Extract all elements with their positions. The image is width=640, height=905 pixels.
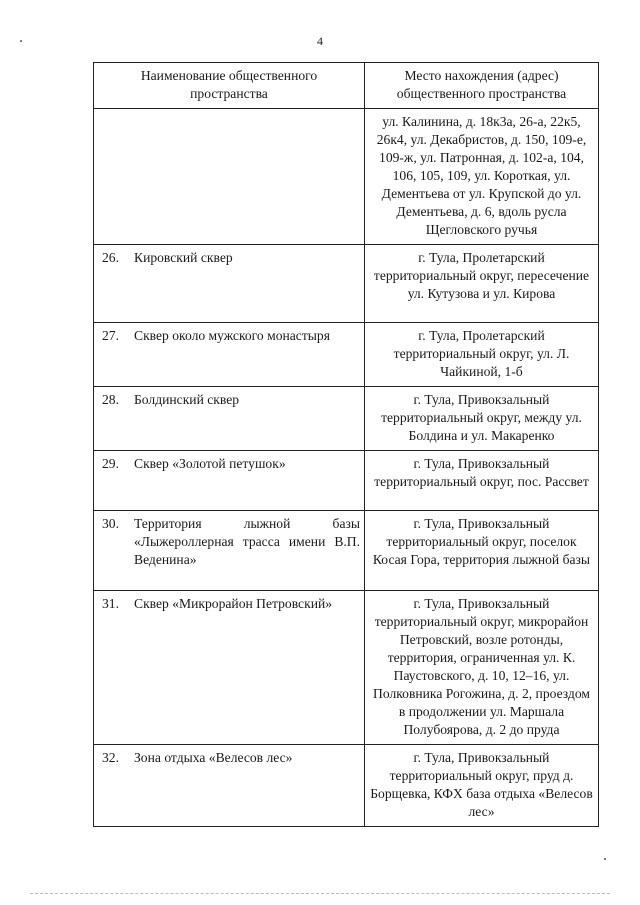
name-cell: [94, 245, 365, 323]
header-name: Наименование общественного пространства: [94, 63, 365, 109]
address-cell: г. Тула, Привокзальный территориальный округ, микрорайон Петровский, возле ротонды, территория, ограниченная ул. К. Паустовского, д. 10, 12–16, ул. Полковника Рогожина, д. 2, проездом в продолжении ул. Маршала Полубоярова, д. 2 до пруда: [365, 591, 599, 745]
address-cell: г. Тула, Пролетарский территориальный округ, пересечение ул. Кутузова и ул. Кирова: [365, 245, 599, 323]
row-number: 28.: [102, 392, 119, 407]
space-name: Зона отдыха «Велесов лес»: [134, 750, 293, 765]
address-cell: г. Тула, Привокзальный территориальный округ, пруд д. Борщевка, КФХ база отдыха «Велесов лес»: [365, 745, 599, 827]
space-name: Сквер «Золотой петушок»: [134, 456, 286, 471]
page-number: 4: [317, 34, 323, 48]
name-cell: [94, 591, 365, 745]
space-name: Болдинский сквер: [134, 392, 240, 407]
space-name: Сквер около мужского монастыря: [134, 328, 330, 343]
public-spaces-table: [93, 62, 599, 827]
name-cell: [94, 109, 365, 245]
scan-speck: [604, 858, 606, 860]
scan-speck: [20, 40, 22, 42]
table-row: [94, 245, 599, 323]
name-cell: [94, 387, 365, 451]
address-cell: г. Тула, Пролетарский территориальный округ, ул. Л. Чайкиной, 1-б: [365, 323, 599, 387]
table-row: [94, 387, 599, 451]
table-row: [94, 109, 599, 245]
space-name: Территория лыжной базы «Лыжероллерная трасса имени В.П. Веденина»: [134, 516, 360, 567]
name-cell: [94, 745, 365, 827]
page-bottom-edge: [30, 893, 610, 894]
name-cell: [94, 323, 365, 387]
space-name: Кировский сквер: [134, 250, 233, 265]
address-cell: г. Тула, Привокзальный территориальный округ, пос. Рассвет: [365, 451, 599, 511]
address-cell: ул. Калинина, д. 18к3а, 26-а, 22к5, 26к4, ул. Декабристов, д. 150, 109-е, 109-ж, ул. Патронная, д. 102-а, 104, 106, 105, 109, ул. Короткая, ул. Дементьева от ул. Крупской до ул. Дементьева, д. 6, вдоль русла Щегловского ручья: [365, 109, 599, 245]
row-number: 30.: [102, 516, 119, 531]
table-row: [94, 323, 599, 387]
address-cell: г. Тула, Привокзальный территориальный округ, поселок Косая Гора, территория лыжной базы: [365, 511, 599, 591]
row-number: 29.: [102, 456, 119, 471]
row-number: 27.: [102, 328, 119, 343]
row-number: 32.: [102, 750, 119, 765]
table-row: [94, 745, 599, 827]
table-row: [94, 451, 599, 511]
table-row: [94, 591, 599, 745]
header-address: Место нахождения (адрес) общественного пространства: [365, 63, 599, 109]
row-number: 31.: [102, 596, 119, 611]
name-cell: [94, 511, 365, 591]
space-name: Сквер «Микрорайон Петровский»: [134, 596, 333, 611]
address-cell: г. Тула, Привокзальный территориальный округ, между ул. Болдина и ул. Макаренко: [365, 387, 599, 451]
table-row: [94, 511, 599, 591]
name-cell: [94, 451, 365, 511]
table-header-row: [94, 63, 599, 109]
row-number: 26.: [102, 250, 119, 265]
